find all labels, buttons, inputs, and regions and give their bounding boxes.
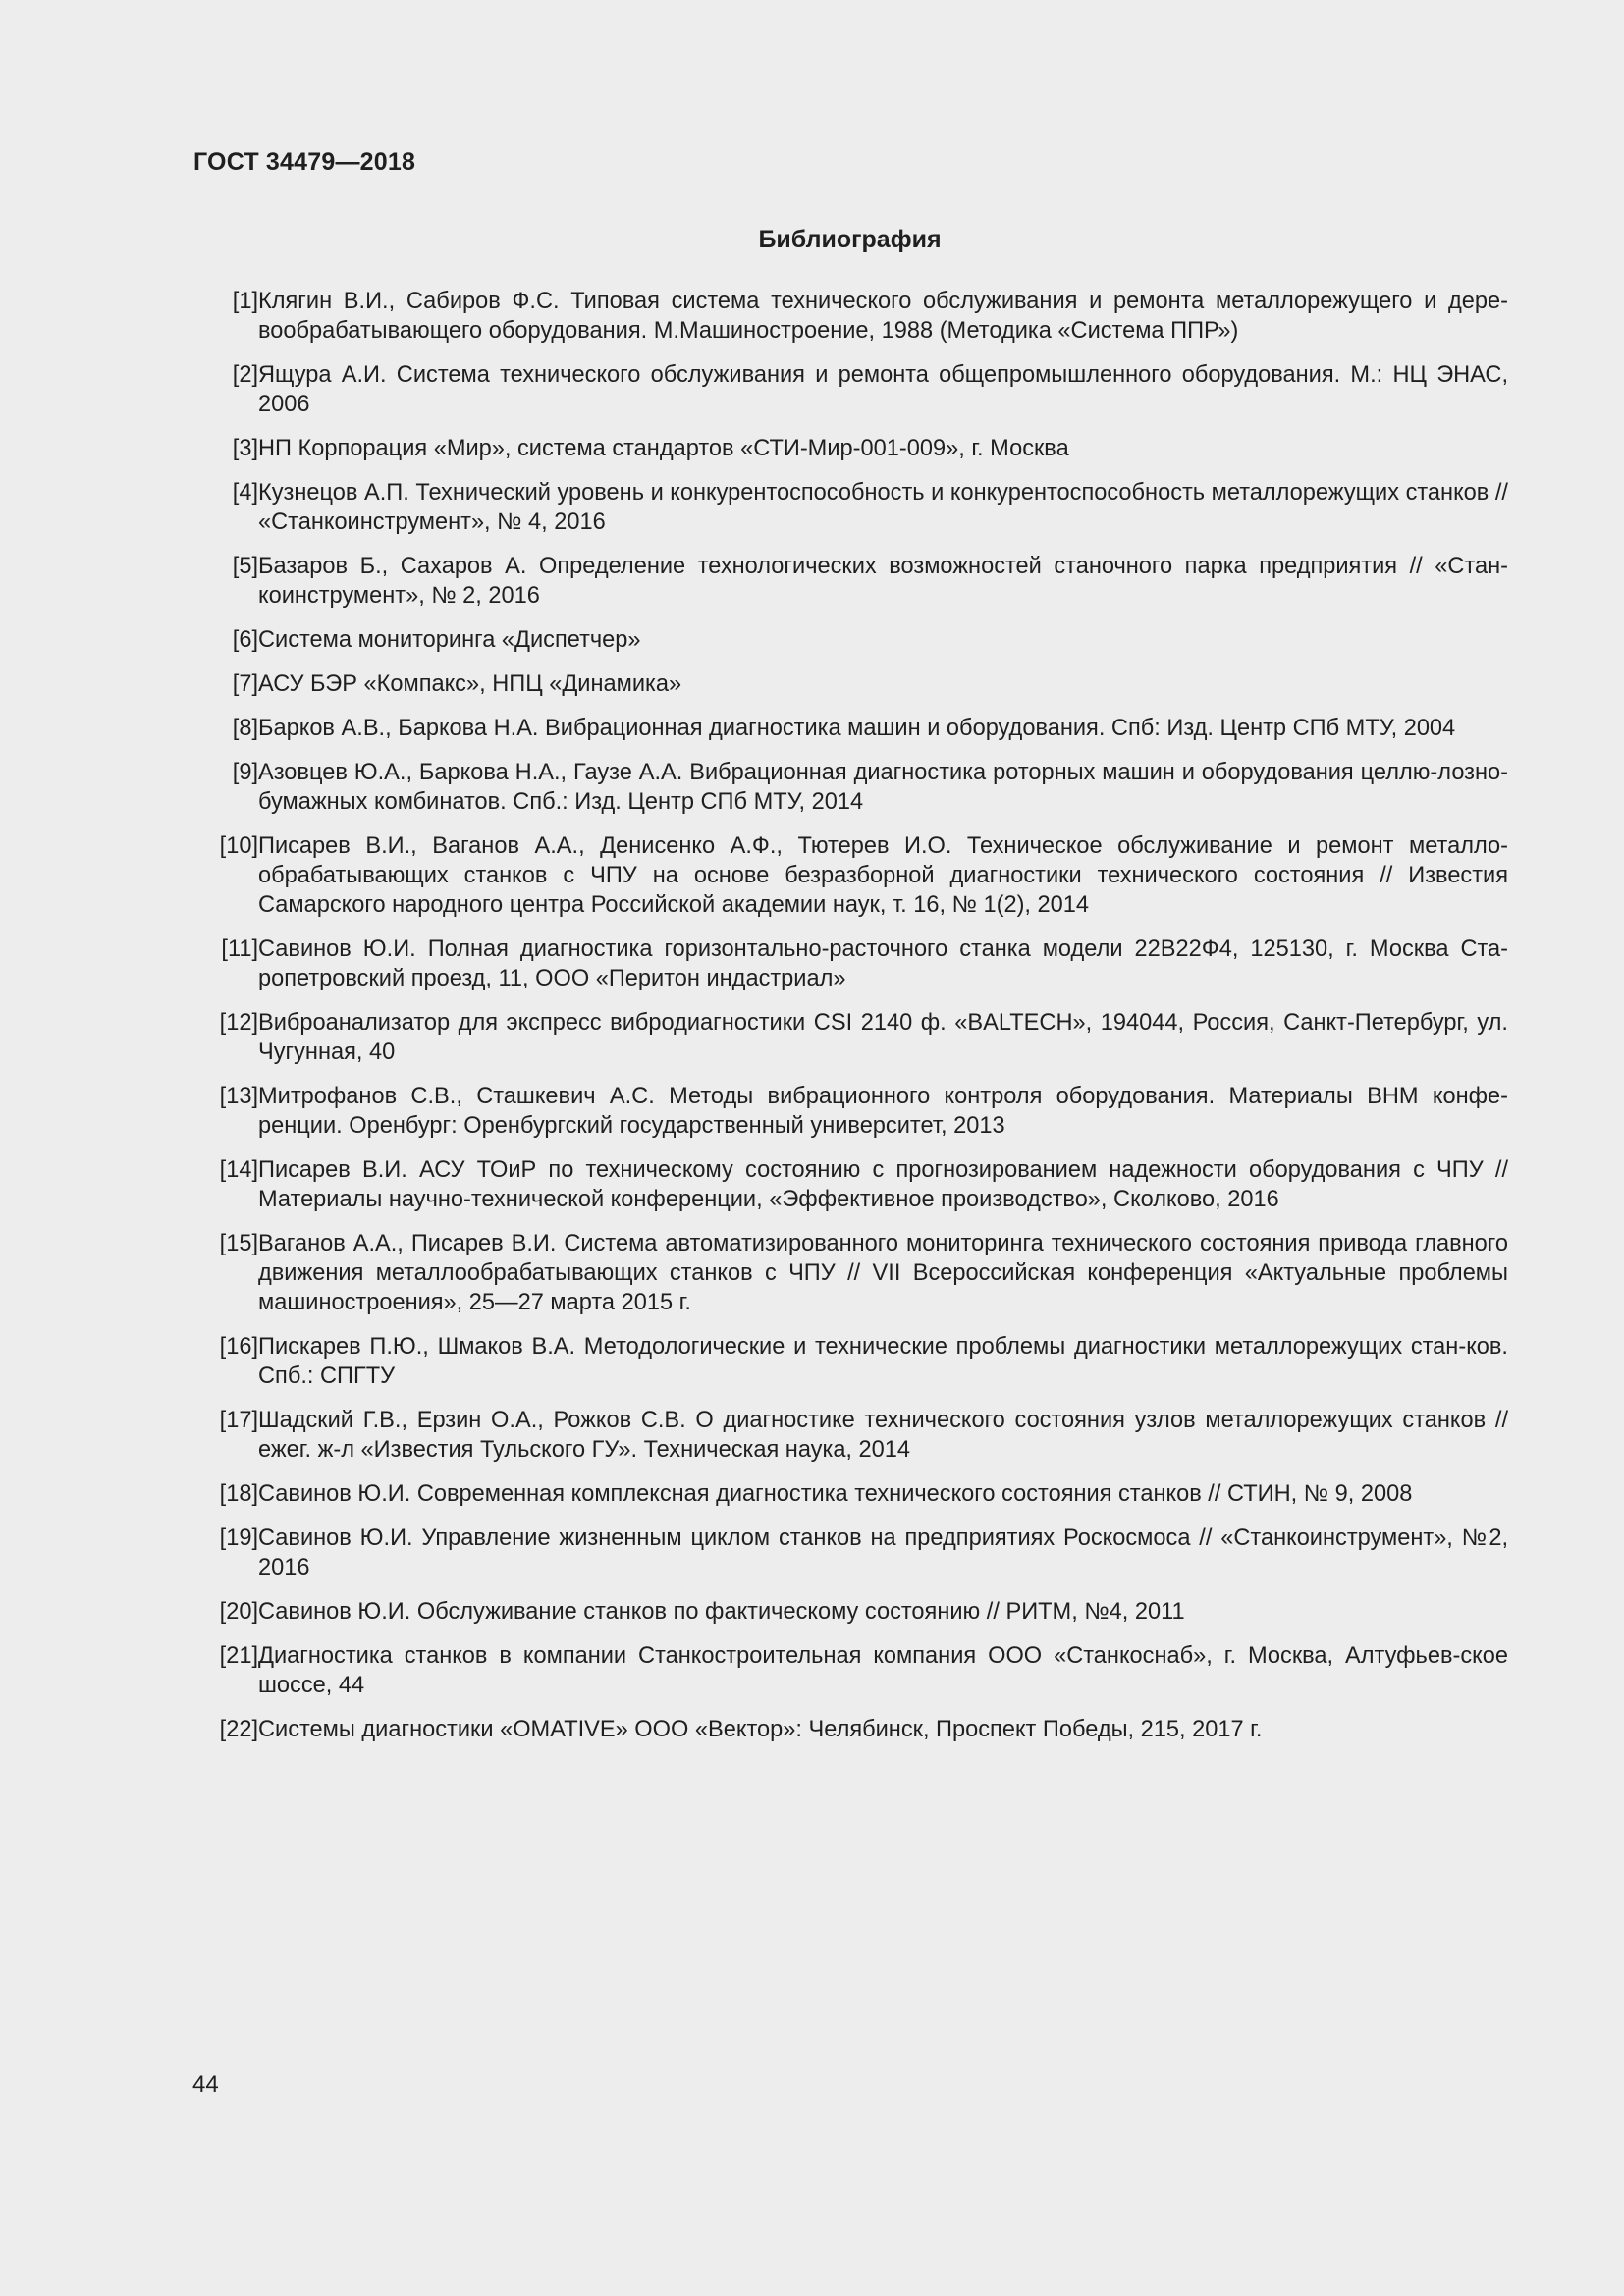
bibliography-item <box>192 1406 1508 1465</box>
bibliography-item <box>192 1082 1508 1141</box>
reference-number: [11] <box>221 936 258 962</box>
reference-number: [15] <box>219 1231 258 1256</box>
reference-text: Савинов Ю.И. Обслуживание станков по фактическому состоянию // РИТМ, №4, 2011 <box>258 1599 1185 1625</box>
reference-text: Митрофанов С.В., Сташкевич А.С. Методы вибрационного контроля оборудования. Материалы ВНМ конфе-ренции. Оренбург: Оренбургский государственный университет, 2013 <box>258 1084 1508 1139</box>
reference-number: [16] <box>219 1334 258 1360</box>
bibliography-list <box>192 287 1508 1759</box>
reference-number: [12] <box>219 1010 258 1036</box>
reference-text: Савинов Ю.И. Управление жизненным циклом станков на предприятиях Роскосмоса // «Станкоинструмент», №2, 2016 <box>258 1525 1508 1580</box>
bibliography-item <box>192 1641 1508 1700</box>
bibliography-item <box>192 669 1508 699</box>
reference-text: Барков А.В., Баркова Н.А. Вибрационная диагностика машин и оборудования. Спб: Изд. Центр СПб МТУ, 2004 <box>258 716 1456 741</box>
bibliography-item <box>192 1523 1508 1582</box>
reference-text: Виброанализатор для экспресс вибродиагностики CSI 2140 ф. «BALTECH», 194044, Россия, Санкт-Петербург, ул. Чугунная, 40 <box>258 1010 1508 1065</box>
bibliography-item <box>192 1479 1508 1509</box>
bibliography-item <box>192 934 1508 993</box>
reference-text: Базаров Б., Сахаров А. Определение технологических возможностей станочного парка предприятия // «Стан-коинструмент», № 2, 2016 <box>258 554 1508 609</box>
bibliography-item <box>192 287 1508 346</box>
bibliography-item <box>192 1597 1508 1627</box>
reference-text: Азовцев Ю.А., Баркова Н.А., Гаузе А.А. Вибрационная диагностика роторных машин и оборудования целлю-лозно-бумажных комбинатов. Спб.: Изд. Центр СПб МТУ, 2014 <box>258 760 1508 815</box>
bibliography-item <box>192 360 1508 419</box>
reference-text: Писарев В.И. АСУ ТОиР по техническому состоянию с прогнозированием надежности оборудования с ЧПУ // Материалы научно-технической конференции, «Эффективное производство», Сколково, 2016 <box>258 1157 1508 1212</box>
reference-number: [5] <box>232 554 258 579</box>
bibliography-item <box>192 434 1508 463</box>
reference-number: [10] <box>219 833 258 859</box>
bibliography-item <box>192 758 1508 817</box>
reference-number: [4] <box>232 480 258 506</box>
reference-text: Ящура А.И. Система технического обслуживания и ремонта общепромышленного оборудования. М.: НЦ ЭНАС, 2006 <box>258 362 1508 417</box>
bibliography-item <box>192 1155 1508 1214</box>
reference-number: [13] <box>219 1084 258 1109</box>
reference-number: [20] <box>219 1599 258 1625</box>
reference-text: Савинов Ю.И. Современная комплексная диагностика технического состояния станков // СТИН, № 9, 2008 <box>258 1481 1413 1507</box>
reference-number: [7] <box>232 671 258 697</box>
reference-number: [19] <box>219 1525 258 1551</box>
reference-text: НП Корпорация «Мир», система стандартов «СТИ-Мир-001-009», г. Москва <box>258 436 1069 461</box>
reference-number: [9] <box>232 760 258 785</box>
bibliography-item <box>192 552 1508 611</box>
reference-number: [21] <box>219 1643 258 1669</box>
reference-text: Клягин В.И., Сабиров Ф.С. Типовая система технического обслуживания и ремонта металлорежущего и дере-вообрабатывающего оборудования. М.Машиностроение, 1988 (Методика «Система ППР») <box>258 289 1508 344</box>
reference-number: [3] <box>232 436 258 461</box>
reference-text: Системы диагностики «OMATIVE» ООО «Вектор»: Челябинск, Проспект Победы, 215, 2017 г. <box>258 1717 1263 1742</box>
reference-text: АСУ БЭР «Компакс», НПЦ «Динамика» <box>258 671 682 697</box>
reference-text: Писарев В.И., Ваганов А.А., Денисенко А.Ф., Тютерев И.О. Техническое обслуживание и ремонт металло-обрабатывающих станков с ЧПУ на основе безразборной диагностики технического состояния // Известия Самарского народного центра Российской академии наук, т. 16, № 1(2), 2014 <box>258 833 1508 918</box>
reference-number: [22] <box>219 1717 258 1742</box>
reference-number: [1] <box>232 289 258 314</box>
reference-text: Кузнецов А.П. Технический уровень и конкурентоспособность и конкурентоспособность металлорежущих станков // «Станкоинструмент», № 4, 2016 <box>258 480 1508 535</box>
bibliography-title: Библиография <box>758 226 942 253</box>
reference-text: Ваганов А.А., Писарев В.И. Система автоматизированного мониторинга технического состояния привода главного движения металлообрабатывающих станков с ЧПУ // VII Всероссийская конференция «Актуальные проблемы машиностроения», 25—27 марта 2015 г. <box>258 1231 1508 1315</box>
bibliography-item <box>192 1715 1508 1744</box>
reference-text: Пискарев П.Ю., Шмаков В.А. Методологические и технические проблемы диагностики металлорежущих стан-ков. Спб.: СПГТУ <box>258 1334 1508 1389</box>
document-code: ГОСТ 34479—2018 <box>193 148 416 176</box>
reference-text: Шадский Г.В., Ерзин О.А., Рожков С.В. О диагностике технического состояния узлов металлорежущих станков // ежег. ж-л «Известия Тульского ГУ». Техническая наука, 2014 <box>258 1408 1508 1463</box>
bibliography-item <box>192 831 1508 920</box>
reference-text: Система мониторинга «Диспетчер» <box>258 627 641 653</box>
reference-text: Савинов Ю.И. Полная диагностика горизонтально-расточного станка модели 22В22Ф4, 125130, г. Москва Ста-ропетровский проезд, 11, ООО «Перитон индастриал» <box>258 936 1508 991</box>
reference-number: [2] <box>232 362 258 388</box>
reference-number: [8] <box>232 716 258 741</box>
bibliography-item <box>192 1229 1508 1317</box>
reference-text: Диагностика станков в компании Станкостроительная компания ООО «Станкоснаб», г. Москва, Алтуфьев-ское шоссе, 44 <box>258 1643 1508 1698</box>
bibliography-item <box>192 478 1508 537</box>
bibliography-item <box>192 714 1508 743</box>
page-number: 44 <box>192 2071 219 2098</box>
reference-number: [17] <box>219 1408 258 1433</box>
bibliography-item <box>192 1008 1508 1067</box>
bibliography-item <box>192 1332 1508 1391</box>
reference-number: [6] <box>232 627 258 653</box>
reference-number: [18] <box>219 1481 258 1507</box>
bibliography-item <box>192 625 1508 655</box>
reference-number: [14] <box>219 1157 258 1183</box>
